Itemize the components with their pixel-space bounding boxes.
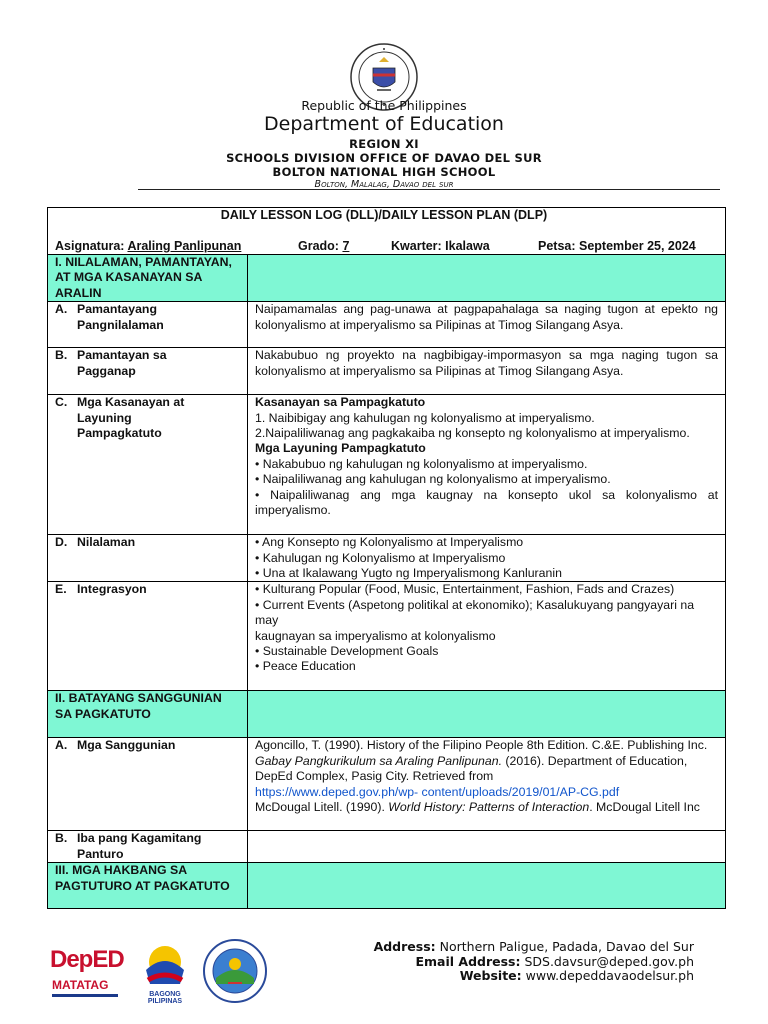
row-content <box>248 535 726 582</box>
row-label-text: Iba pang Kagamitang Panturo <box>77 831 202 861</box>
subheading: Kasanayan sa Pampagkatuto <box>255 395 426 410</box>
lesson-plan-table <box>47 254 726 909</box>
row-label-text: Mga Sanggunian <box>77 738 176 753</box>
table-row <box>48 582 726 691</box>
email-label: Email Address: <box>415 953 521 969</box>
reference-text: McDougal Litell. (1990). <box>255 800 389 815</box>
reference-title: Gabay Pangkurikulum sa Araling Panlipunan. <box>255 753 502 768</box>
website-label: Website: <box>459 968 522 984</box>
school-location: Bolton, Malalag, Davao del sur <box>314 179 454 190</box>
row-content <box>248 831 726 863</box>
list-item: • Una at Ikalawang Yugto ng Imperyalismong Kanluranin <box>255 566 562 581</box>
website-value[interactable]: www.depeddavaodelsur.ph <box>525 968 694 984</box>
grade-value: 7 <box>342 239 350 253</box>
table-row <box>48 535 726 582</box>
list-item: • Kahulugan ng Kolonyalismo at Imperyalismo <box>255 550 506 565</box>
division-seal-icon <box>202 938 268 1004</box>
row-label <box>48 831 248 863</box>
row-label-text: Integrasyon <box>77 582 147 597</box>
matatag-logo-text: MATATAG <box>52 978 109 992</box>
table-row <box>48 831 726 863</box>
list-item: • Ang Konsepto ng Kolonyalismo at Imperyalismo <box>255 535 524 550</box>
row-letter: E. <box>55 582 67 597</box>
section-content <box>248 691 726 738</box>
row-letter: C. <box>55 395 68 410</box>
table-row <box>48 348 726 395</box>
reference-text: (2016). Department of Education, DepEd Complex, Pasig City. Retrieved from <box>255 753 688 784</box>
row-letter: D. <box>55 535 68 550</box>
section-title: I. NILALAMAN, PAMANTAYAN, AT MGA KASANAYAN SA ARALIN <box>48 255 248 302</box>
contact-info <box>370 940 694 984</box>
list-item: 2.Naipaliliwanag ang pagkakaiba ng konsepto ng kolonyalismo at imperyalismo. <box>255 426 690 441</box>
subject-label: Asignatura: <box>55 239 125 253</box>
section-content <box>248 863 726 909</box>
republic-label: Republic of the Philippines <box>301 98 467 113</box>
row-label <box>48 348 248 395</box>
logo-underline <box>52 994 118 997</box>
list-item: • Sustainable Development Goals <box>255 644 439 659</box>
list-item: • Nakabubuo ng kahulugan ng kolonyalismo at imperyalismo. <box>255 456 588 471</box>
grade-label: Grado: <box>298 239 339 253</box>
list-item: • Kulturang Popular (Food, Music, Entertainment, Fashion, Fads and Crazes) <box>255 582 675 597</box>
bagong-pilipinas-text: BAGONG PILIPINAS <box>147 991 183 1005</box>
list-item: • Current Events (Aspetong politikal at ekonomiko); Kasalukuyang pangyayari na may <box>255 597 695 628</box>
bagong-pilipinas-icon <box>132 940 198 990</box>
row-label <box>48 582 248 691</box>
row-letter: A. <box>55 302 68 317</box>
deped-logo-text: DepED <box>50 946 124 973</box>
header-divider <box>138 189 720 190</box>
reference-title: World History: Patterns of Interaction <box>388 800 590 815</box>
row-label-text: Pamantayan sa Pagganap <box>77 348 167 378</box>
region-label: REGION XI <box>349 137 419 151</box>
date-field: Petsa: September 25, 2024 <box>538 239 696 253</box>
row-label <box>48 535 248 582</box>
row-label <box>48 302 248 348</box>
reference-text: . McDougal Litell Inc <box>589 800 700 815</box>
list-item: • Peace Education <box>255 659 356 674</box>
address-label: Address: <box>373 939 436 954</box>
row-letter: A. <box>55 738 68 753</box>
row-content: Naipamamalas ang pag-unawa at pagpapahalaga sa naging tugon at epekto ng kolonyalismo at imperyalismo sa Pilipinas at Timog Silangang Asya. <box>248 302 726 348</box>
row-content <box>248 582 726 691</box>
subject-field <box>55 239 241 253</box>
email-value[interactable]: SDS.davsur@deped.gov.ph <box>524 953 694 969</box>
section-title: II. BATAYANG SANGGUNIAN SA PAGKATUTO <box>48 691 248 738</box>
table-row <box>48 738 726 831</box>
section-row <box>48 691 726 738</box>
document-title: DAILY LESSON LOG (DLL)/DAILY LESSON PLAN (DLP) <box>220 208 548 222</box>
reference-link[interactable]: https://www.deped.gov.ph/wp- content/uploads/2019/01/AP-CG.pdf <box>255 784 620 799</box>
list-item: • Naipaliliwanag ang mga kaugnay na konsepto ukol sa kolonyalismo at imperyalismo. <box>255 487 718 518</box>
reference-text: Agoncillo, T. (1990). History of the Filipino People 8th Edition. C.&E. Publishing Inc. <box>255 738 708 753</box>
address-value: Northern Paligue, Padada, Davao del Sur <box>439 939 694 954</box>
quarter-field: Kwarter: Ikalawa <box>391 239 490 253</box>
subject-value: Araling Panlipunan <box>127 239 242 253</box>
row-label-text: Pamantayang Pangnilalaman <box>77 302 164 332</box>
bagong-pilipinas-logo <box>132 940 198 1004</box>
row-letter: B. <box>55 831 68 846</box>
section-title: III. MGA HAKBANG SA PAGTUTURO AT PAGKATUTO <box>48 863 248 909</box>
table-row <box>48 302 726 348</box>
row-label-text: Nilalaman <box>77 535 136 550</box>
section-row <box>48 863 726 909</box>
division-label: SCHOOLS DIVISION OFFICE OF DAVAO DEL SUR <box>226 151 542 165</box>
row-content: Nakabubuo ng proyekto na nagbibigay-impormasyon sa mga naging tugon sa kolonyalismo at imperyalismo sa Pilipinas at Timog Silangang Asya. <box>248 348 726 395</box>
row-content <box>248 395 726 535</box>
deped-matatag-logo <box>50 944 122 1000</box>
list-item: • Naipaliliwanag ang kahulugan ng kolonyalismo at imperyalismo. <box>255 472 611 487</box>
school-name: BOLTON NATIONAL HIGH SCHOOL <box>272 165 496 179</box>
row-content <box>248 738 726 831</box>
row-label <box>48 395 248 535</box>
subheading: Mga Layuning Pampagkatuto <box>255 441 426 456</box>
grade-field <box>298 239 349 253</box>
list-item: kaugnayan sa imperyalismo at kolonyalismo <box>255 628 496 643</box>
row-letter: B. <box>55 348 68 363</box>
section-row <box>48 255 726 302</box>
row-label <box>48 738 248 831</box>
table-row <box>48 395 726 535</box>
row-label-text: Mga Kasanayan at Layuning Pampagkatuto <box>77 395 185 441</box>
section-content <box>248 255 726 302</box>
department-title: Department of Education <box>264 113 504 135</box>
list-item: 1. Naibibigay ang kahulugan ng kolonyalismo at imperyalismo. <box>255 410 595 425</box>
